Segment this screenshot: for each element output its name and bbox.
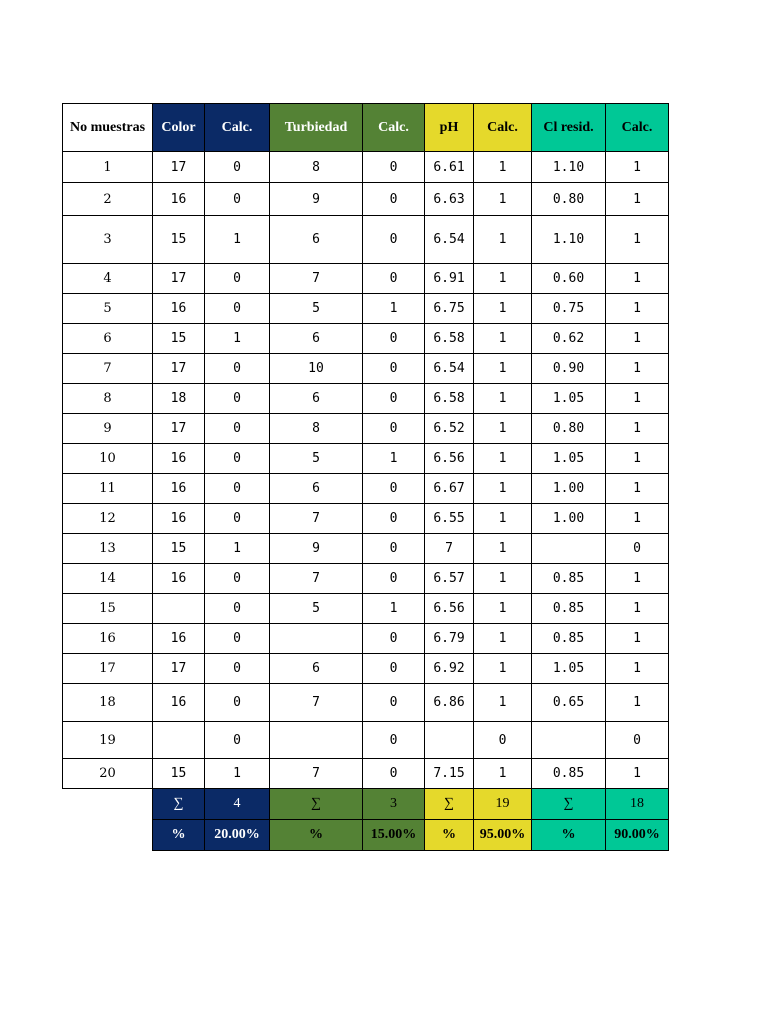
cell-color: [153, 594, 205, 624]
cell-cl-resid: 0.75: [532, 294, 606, 324]
cell-turbiedad-calc: 1: [363, 294, 425, 324]
cell-no-muestras: 10: [63, 444, 153, 474]
cell-color-calc: 0: [205, 294, 270, 324]
cell-turbiedad-calc: 0: [363, 183, 425, 216]
sum-symbol-turbiedad: ∑: [270, 789, 363, 820]
cell-ph-calc: 1: [474, 216, 532, 264]
cell-ph: 6.52: [425, 414, 474, 444]
table-row: [63, 594, 669, 624]
table-row: [63, 414, 669, 444]
cell-turbiedad-calc: 0: [363, 759, 425, 789]
table-row: [63, 534, 669, 564]
cell-color: 16: [153, 684, 205, 722]
cell-ph: 6.67: [425, 474, 474, 504]
cell-cl-calc: 1: [606, 564, 669, 594]
cell-no-muestras: 20: [63, 759, 153, 789]
cell-color-calc: 0: [205, 183, 270, 216]
cell-ph-calc: 1: [474, 152, 532, 183]
cell-no-muestras: 17: [63, 654, 153, 684]
sum-symbol-color: ∑: [153, 789, 205, 820]
cell-no-muestras: 14: [63, 564, 153, 594]
cell-cl-calc: 0: [606, 722, 669, 759]
table-row: [63, 384, 669, 414]
header-turbiedad: Turbiedad: [270, 104, 363, 152]
table-row: [63, 684, 669, 722]
cell-turbiedad-calc: 0: [363, 624, 425, 654]
cell-color: 16: [153, 294, 205, 324]
pct-symbol-cl: %: [532, 820, 606, 851]
cell-cl-resid: [532, 534, 606, 564]
cell-no-muestras: 11: [63, 474, 153, 504]
cell-turbiedad-calc: 1: [363, 444, 425, 474]
sum-symbol-ph: ∑: [425, 789, 474, 820]
cell-cl-resid: 0.65: [532, 684, 606, 722]
cell-ph: 6.75: [425, 294, 474, 324]
cell-color: 16: [153, 624, 205, 654]
cell-turbiedad: 7: [270, 264, 363, 294]
cell-no-muestras: 16: [63, 624, 153, 654]
cell-turbiedad-calc: 0: [363, 474, 425, 504]
table-row: [63, 654, 669, 684]
header-turbiedad-calc: Calc.: [363, 104, 425, 152]
cell-cl-resid: 0.90: [532, 354, 606, 384]
cell-no-muestras: 8: [63, 384, 153, 414]
cell-cl-resid: 1.00: [532, 504, 606, 534]
cell-turbiedad-calc: 0: [363, 722, 425, 759]
cell-cl-resid: 0.80: [532, 183, 606, 216]
cell-no-muestras: 1: [63, 152, 153, 183]
cell-color-calc: 0: [205, 264, 270, 294]
table-row: [63, 624, 669, 654]
cell-ph: 6.86: [425, 684, 474, 722]
table-row: [63, 294, 669, 324]
cell-color-calc: 0: [205, 444, 270, 474]
header-color: Color: [153, 104, 205, 152]
cell-turbiedad-calc: 0: [363, 414, 425, 444]
cell-turbiedad: 6: [270, 324, 363, 354]
cell-no-muestras: 15: [63, 594, 153, 624]
cell-no-muestras: 4: [63, 264, 153, 294]
cell-cl-calc: 1: [606, 654, 669, 684]
cell-ph-calc: 1: [474, 384, 532, 414]
cell-turbiedad-calc: 0: [363, 354, 425, 384]
cell-cl-calc: 1: [606, 474, 669, 504]
cell-ph-calc: 1: [474, 534, 532, 564]
cell-no-muestras: 12: [63, 504, 153, 534]
cell-color-calc: 0: [205, 594, 270, 624]
cell-ph-calc: 1: [474, 414, 532, 444]
cell-cl-calc: 1: [606, 684, 669, 722]
cell-cl-resid: 0.60: [532, 264, 606, 294]
cell-color-calc: 1: [205, 324, 270, 354]
cell-turbiedad: 8: [270, 152, 363, 183]
cell-cl-calc: 1: [606, 504, 669, 534]
cell-cl-calc: 1: [606, 216, 669, 264]
cell-ph-calc: 1: [474, 183, 532, 216]
cell-cl-calc: 1: [606, 294, 669, 324]
cell-turbiedad-calc: 0: [363, 564, 425, 594]
cell-ph: 6.58: [425, 324, 474, 354]
table-row: [63, 474, 669, 504]
cell-cl-resid: 0.80: [532, 414, 606, 444]
table-row: [63, 722, 669, 759]
cell-color: 17: [153, 264, 205, 294]
cell-cl-resid: [532, 722, 606, 759]
cell-ph: 6.54: [425, 216, 474, 264]
table-row: [63, 183, 669, 216]
header-no-muestras: No muestras: [63, 104, 153, 152]
sum-cl-calc: 18: [606, 789, 669, 820]
table-row: [63, 324, 669, 354]
cell-color-calc: 0: [205, 384, 270, 414]
cell-ph-calc: 1: [474, 624, 532, 654]
cell-no-muestras: 2: [63, 183, 153, 216]
cell-ph: 6.61: [425, 152, 474, 183]
cell-no-muestras: 18: [63, 684, 153, 722]
cell-color-calc: 0: [205, 564, 270, 594]
pct-symbol-turbiedad: %: [270, 820, 363, 851]
cell-cl-calc: 1: [606, 354, 669, 384]
water-quality-table: [62, 103, 669, 851]
cell-ph-calc: 1: [474, 264, 532, 294]
cell-ph: 7: [425, 534, 474, 564]
cell-color-calc: 0: [205, 624, 270, 654]
cell-color: 16: [153, 504, 205, 534]
cell-turbiedad: 5: [270, 444, 363, 474]
cell-color-calc: 0: [205, 414, 270, 444]
cell-ph-calc: 1: [474, 759, 532, 789]
cell-turbiedad: 5: [270, 294, 363, 324]
pct-color: 20.00%: [205, 820, 270, 851]
cell-color-calc: 0: [205, 654, 270, 684]
cell-ph-calc: 1: [474, 324, 532, 354]
cell-ph-calc: 1: [474, 684, 532, 722]
table-row: [63, 264, 669, 294]
cell-color-calc: 1: [205, 216, 270, 264]
cell-ph: 6.92: [425, 654, 474, 684]
cell-turbiedad: 9: [270, 183, 363, 216]
cell-ph-calc: 1: [474, 294, 532, 324]
cell-color: 16: [153, 444, 205, 474]
cell-cl-resid: 1.05: [532, 654, 606, 684]
cell-color-calc: 0: [205, 684, 270, 722]
cell-cl-resid: 1.10: [532, 216, 606, 264]
cell-turbiedad-calc: 0: [363, 324, 425, 354]
sum-color-calc: 4: [205, 789, 270, 820]
cell-ph: [425, 722, 474, 759]
cell-ph: 6.58: [425, 384, 474, 414]
cell-no-muestras: 13: [63, 534, 153, 564]
cell-cl-resid: 1.05: [532, 444, 606, 474]
cell-color: 15: [153, 534, 205, 564]
cell-cl-calc: 1: [606, 152, 669, 183]
cell-turbiedad: 7: [270, 684, 363, 722]
cell-cl-resid: 1.10: [532, 152, 606, 183]
cell-cl-calc: 1: [606, 414, 669, 444]
cell-cl-calc: 0: [606, 534, 669, 564]
cell-turbiedad: 7: [270, 504, 363, 534]
cell-cl-calc: 1: [606, 624, 669, 654]
cell-ph: 6.56: [425, 594, 474, 624]
cell-no-muestras: 6: [63, 324, 153, 354]
cell-ph: 6.79: [425, 624, 474, 654]
cell-ph: 6.57: [425, 564, 474, 594]
table-row: [63, 152, 669, 183]
cell-cl-calc: 1: [606, 594, 669, 624]
water-quality-table-wrapper: [62, 103, 669, 851]
cell-turbiedad: 9: [270, 534, 363, 564]
cell-color: 17: [153, 152, 205, 183]
cell-turbiedad-calc: 1: [363, 594, 425, 624]
percent-row-blank: [63, 820, 153, 851]
cell-cl-calc: 1: [606, 183, 669, 216]
pct-turbiedad: 15.00%: [363, 820, 425, 851]
cell-turbiedad-calc: 0: [363, 264, 425, 294]
cell-turbiedad-calc: 0: [363, 654, 425, 684]
cell-turbiedad: 6: [270, 474, 363, 504]
table-row: [63, 564, 669, 594]
cell-color: 16: [153, 183, 205, 216]
cell-ph-calc: 1: [474, 444, 532, 474]
table-row: [63, 216, 669, 264]
table-row: [63, 759, 669, 789]
cell-ph-calc: 1: [474, 354, 532, 384]
cell-color-calc: 1: [205, 759, 270, 789]
cell-cl-resid: 0.62: [532, 324, 606, 354]
cell-no-muestras: 3: [63, 216, 153, 264]
cell-color: 17: [153, 654, 205, 684]
table-body: [63, 152, 669, 789]
cell-turbiedad-calc: 0: [363, 534, 425, 564]
cell-color: 15: [153, 759, 205, 789]
cell-cl-resid: 0.85: [532, 624, 606, 654]
cell-turbiedad: 6: [270, 384, 363, 414]
percent-row: [63, 820, 669, 851]
header-ph: pH: [425, 104, 474, 152]
cell-color: 18: [153, 384, 205, 414]
cell-color-calc: 0: [205, 722, 270, 759]
cell-ph-calc: 1: [474, 474, 532, 504]
cell-ph: 7.15: [425, 759, 474, 789]
cell-ph: 6.55: [425, 504, 474, 534]
cell-turbiedad-calc: 0: [363, 384, 425, 414]
header-cl-resid: Cl resid.: [532, 104, 606, 152]
cell-color: 17: [153, 354, 205, 384]
cell-ph-calc: 1: [474, 504, 532, 534]
cell-color-calc: 0: [205, 504, 270, 534]
sum-symbol-cl: ∑: [532, 789, 606, 820]
table-row: [63, 444, 669, 474]
cell-color: 16: [153, 564, 205, 594]
cell-color-calc: 0: [205, 354, 270, 384]
cell-turbiedad-calc: 0: [363, 684, 425, 722]
cell-cl-calc: 1: [606, 264, 669, 294]
cell-cl-calc: 1: [606, 759, 669, 789]
cell-cl-resid: 0.85: [532, 759, 606, 789]
cell-color: 17: [153, 414, 205, 444]
pct-ph: 95.00%: [474, 820, 532, 851]
cell-turbiedad: [270, 722, 363, 759]
pct-symbol-ph: %: [425, 820, 474, 851]
pct-cl: 90.00%: [606, 820, 669, 851]
cell-turbiedad: 8: [270, 414, 363, 444]
cell-turbiedad: 6: [270, 216, 363, 264]
cell-turbiedad-calc: 0: [363, 152, 425, 183]
cell-cl-resid: 1.05: [532, 384, 606, 414]
cell-color: 16: [153, 474, 205, 504]
cell-color: [153, 722, 205, 759]
cell-turbiedad: 7: [270, 564, 363, 594]
table-row: [63, 354, 669, 384]
cell-ph: 6.54: [425, 354, 474, 384]
sum-turbiedad-calc: 3: [363, 789, 425, 820]
cell-cl-resid: 0.85: [532, 594, 606, 624]
sum-row-blank: [63, 789, 153, 820]
cell-ph-calc: 1: [474, 594, 532, 624]
cell-turbiedad: 10: [270, 354, 363, 384]
cell-color-calc: 0: [205, 474, 270, 504]
header-color-calc: Calc.: [205, 104, 270, 152]
cell-cl-calc: 1: [606, 444, 669, 474]
cell-ph-calc: 1: [474, 564, 532, 594]
cell-cl-calc: 1: [606, 324, 669, 354]
table-row: [63, 504, 669, 534]
cell-ph-calc: 0: [474, 722, 532, 759]
cell-turbiedad: 5: [270, 594, 363, 624]
cell-turbiedad: 6: [270, 654, 363, 684]
cell-no-muestras: 19: [63, 722, 153, 759]
cell-turbiedad-calc: 0: [363, 504, 425, 534]
header-cl-calc: Calc.: [606, 104, 669, 152]
cell-turbiedad-calc: 0: [363, 216, 425, 264]
sum-row: [63, 789, 669, 820]
cell-ph-calc: 1: [474, 654, 532, 684]
cell-no-muestras: 5: [63, 294, 153, 324]
cell-cl-resid: 1.00: [532, 474, 606, 504]
cell-cl-calc: 1: [606, 384, 669, 414]
cell-color-calc: 0: [205, 152, 270, 183]
cell-color-calc: 1: [205, 534, 270, 564]
cell-ph: 6.63: [425, 183, 474, 216]
cell-ph: 6.56: [425, 444, 474, 474]
cell-turbiedad: [270, 624, 363, 654]
cell-turbiedad: 7: [270, 759, 363, 789]
cell-no-muestras: 9: [63, 414, 153, 444]
pct-symbol-color: %: [153, 820, 205, 851]
header-ph-calc: Calc.: [474, 104, 532, 152]
cell-color: 15: [153, 216, 205, 264]
cell-cl-resid: 0.85: [532, 564, 606, 594]
cell-ph: 6.91: [425, 264, 474, 294]
cell-no-muestras: 7: [63, 354, 153, 384]
header-row: [63, 104, 669, 152]
sum-ph-calc: 19: [474, 789, 532, 820]
cell-color: 15: [153, 324, 205, 354]
